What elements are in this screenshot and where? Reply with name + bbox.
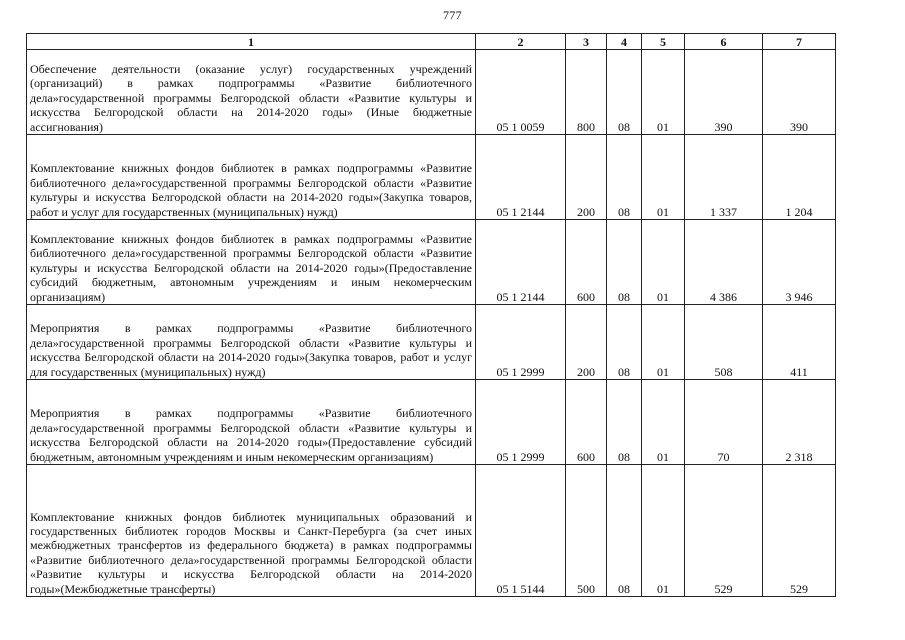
- row-amount-col6: 4 386: [685, 220, 763, 305]
- row-target-code: 05 1 5144: [476, 465, 566, 597]
- row-description: Обеспечение деятельности (оказание услуг) государственных учреждений (организаций) в рамках подпрограммы «Развитие библиотечного дела»государственной программы Белгородской области «Развитие культуры и искусства Белгородской области на 2014-2020 годы» (Иные бюджетные ассигнования): [27, 50, 476, 135]
- row-expense-type: 200: [566, 135, 607, 220]
- row-expense-type: 600: [566, 380, 607, 465]
- row-target-code: 05 1 2999: [476, 305, 566, 380]
- row-subsection: 01: [642, 305, 685, 380]
- table-row: [27, 220, 836, 305]
- row-expense-type: 800: [566, 50, 607, 135]
- row-section: 08: [607, 465, 642, 597]
- row-amount-col7: 1 204: [763, 135, 836, 220]
- column-header: 1: [27, 34, 476, 50]
- row-subsection: 01: [642, 380, 685, 465]
- row-target-code: 05 1 2144: [476, 135, 566, 220]
- row-description: Комплектование книжных фондов библиотек муниципальных образований и государственных библиотек городов Москвы и Санкт-Перебурга (за счет иных межбюджетных трансфертов из федерального бюджета) в рамках подпрограммы «Развитие библиотечного дела»государственной программы Белгородской области «Развитие культуры и искусства Белгородской области на 2014-2020 годы»(Межбюджетные трансферты): [27, 465, 476, 597]
- table-row: [27, 305, 836, 380]
- row-description: Комплектование книжных фондов библиотек в рамках подпрограммы «Развитие библиотечного дела»государственной программы Белгородской области «Развитие культуры и искусства Белгородской области на 2014-2020 годы»(Предоставление субсидий бюджетным, автономным учреждениям и иным некомерческим организациям): [27, 220, 476, 305]
- column-header: 4: [607, 34, 642, 50]
- column-header: 2: [476, 34, 566, 50]
- column-header: 7: [763, 34, 836, 50]
- table-row: [27, 135, 836, 220]
- row-amount-col7: 411: [763, 305, 836, 380]
- page-number: 777: [443, 8, 462, 22]
- row-subsection: 01: [642, 135, 685, 220]
- row-description: Мероприятия в рамках подпрограммы «Развитие библиотечного дела»государственной программы Белгородской области «Развитие культуры и искусства Белгородской области на 2014-2020 годы»(Закупка товаров, работ и услуг для государственных (муниципальных) нужд): [27, 305, 476, 380]
- row-description: Мероприятия в рамках подпрограммы «Развитие библиотечного дела»государственной программы Белгородской области «Развитие культуры и искусства Белгородской области на 2014-2020 годы»(Предоставление субсидий бюджетным, автономным учреждениям и иным некомерческим организациям): [27, 380, 476, 465]
- row-amount-col6: 390: [685, 50, 763, 135]
- table-row: [27, 380, 836, 465]
- row-amount-col7: 529: [763, 465, 836, 597]
- row-subsection: 01: [642, 465, 685, 597]
- row-subsection: 01: [642, 50, 685, 135]
- row-amount-col6: 529: [685, 465, 763, 597]
- column-header: 5: [642, 34, 685, 50]
- table-row: [27, 465, 836, 597]
- row-amount-col6: 1 337: [685, 135, 763, 220]
- row-section: 08: [607, 380, 642, 465]
- table-row: [27, 50, 836, 135]
- column-header: 6: [685, 34, 763, 50]
- column-header: 3: [566, 34, 607, 50]
- row-section: 08: [607, 305, 642, 380]
- row-target-code: 05 1 0059: [476, 50, 566, 135]
- row-expense-type: 200: [566, 305, 607, 380]
- row-amount-col6: 70: [685, 380, 763, 465]
- header-row: [27, 34, 836, 50]
- row-target-code: 05 1 2144: [476, 220, 566, 305]
- row-description: Комплектование книжных фондов библиотек в рамках подпрограммы «Развитие библиотечного дела»государственной программы Белгородской области «Развитие культуры и искусства Белгородской области на 2014-2020 годы»(Закупка товаров, работ и услуг для государственных (муниципальных) нужд): [27, 135, 476, 220]
- row-amount-col7: 3 946: [763, 220, 836, 305]
- row-amount-col7: 2 318: [763, 380, 836, 465]
- row-expense-type: 500: [566, 465, 607, 597]
- row-target-code: 05 1 2999: [476, 380, 566, 465]
- budget-table: [26, 33, 836, 597]
- row-section: 08: [607, 135, 642, 220]
- row-section: 08: [607, 220, 642, 305]
- row-amount-col6: 508: [685, 305, 763, 380]
- row-amount-col7: 390: [763, 50, 836, 135]
- row-expense-type: 600: [566, 220, 607, 305]
- row-subsection: 01: [642, 220, 685, 305]
- row-section: 08: [607, 50, 642, 135]
